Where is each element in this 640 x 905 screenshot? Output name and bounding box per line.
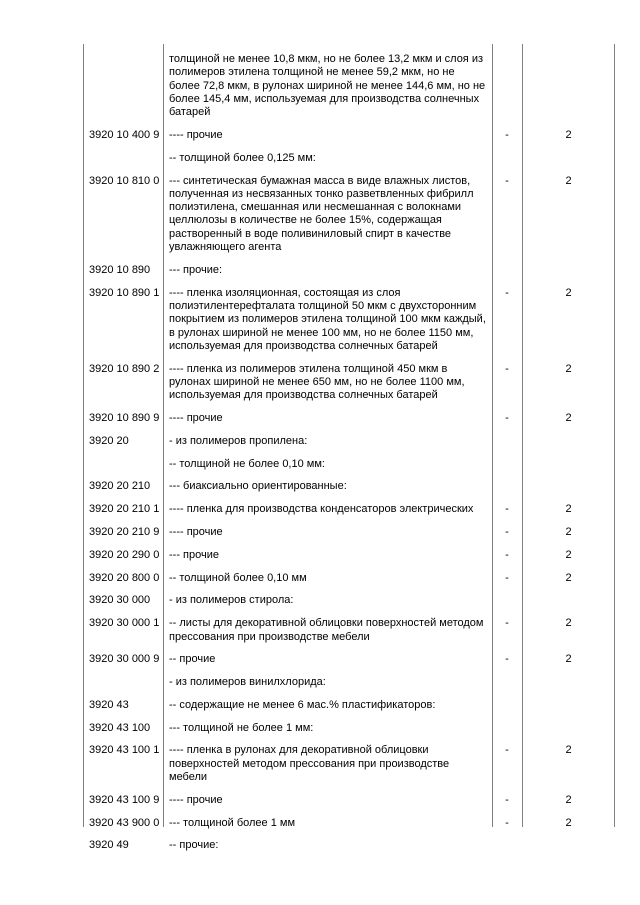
duty-rate-1-cell: - — [505, 362, 509, 375]
description-cell: --- прочие — [169, 548, 219, 561]
tariff-table — [83, 44, 615, 852]
code-cell: 3920 20 210 — [89, 480, 151, 493]
description-cell: толщиной не менее 10,8 мкм, но не более 13,2 мкм и слоя из полимеров этилена толщиной не менее 59,2 мкм, но не более 72,8 мкм, в рулонах шириной не менее 144,6 мм, но не более 145,4 мм, используемая для производства солнечных батарей — [169, 53, 486, 119]
duty-rate-1-cell: - — [505, 128, 509, 141]
duty-rate-1-cell: - — [505, 503, 509, 516]
description-cell: ---- прочие — [169, 412, 223, 425]
duty-rate-1-cell: - — [505, 617, 509, 630]
table-border-right — [614, 44, 615, 827]
duty-rate-2-cell: 2 — [565, 548, 572, 561]
description-cell: --- толщиной не более 1 мм: — [169, 721, 314, 734]
description-cell: ---- прочие — [169, 128, 223, 141]
duty-rate-1-cell: - — [505, 816, 509, 829]
description-cell: -- толщиной более 0,10 мм — [169, 571, 307, 584]
description-cell: ---- прочие — [169, 526, 223, 539]
duty-rate-2-cell: 2 — [565, 362, 572, 375]
duty-rate-2-cell: 2 — [565, 526, 572, 539]
description-cell: - из полимеров винилхлорида: — [169, 676, 326, 689]
description-cell: -- прочие: — [169, 839, 219, 852]
duty-rate-1-cell: - — [505, 793, 509, 806]
duty-rate-2-cell: 2 — [565, 793, 572, 806]
description-cell: --- синтетическая бумажная масса в виде влажных листов, полученная из несвязанных тонко разветвленных фибрилл полиэтилена, смешанная или несмешанная с волокнами целлюлозы в количестве не более 15%, содержащая растворенный в воде поливиниловый спирт в качестве увлажняющего агента — [169, 174, 474, 254]
table-row — [83, 839, 615, 852]
code-cell: 3920 20 — [89, 434, 129, 447]
code-cell: 3920 10 400 9 — [89, 128, 160, 141]
duty-rate-2-cell: 2 — [565, 174, 572, 187]
code-cell: 3920 49 — [89, 839, 129, 852]
description-cell: ---- пленка для производства конденсаторов электрических — [169, 503, 474, 516]
code-cell: 3920 10 810 0 — [89, 174, 160, 187]
duty-rate-1-cell: - — [505, 174, 509, 187]
description-cell: --- толщиной более 1 мм — [169, 816, 296, 829]
code-cell: 3920 30 000 9 — [89, 653, 160, 666]
duty-rate-1-cell: - — [505, 526, 509, 539]
duty-rate-2-cell: 2 — [565, 412, 572, 425]
code-cell: 3920 20 800 0 — [89, 571, 160, 584]
table-border-code-desc — [163, 44, 164, 827]
description-cell: -- толщиной не более 0,10 мм: — [169, 457, 325, 470]
description-cell: -- содержащие не менее 6 мас.% пластификаторов: — [169, 698, 436, 711]
duty-rate-2-cell: 2 — [565, 653, 572, 666]
code-cell: 3920 43 900 0 — [89, 816, 160, 829]
table-border-left — [83, 44, 84, 827]
table-border-duty1-duty2 — [522, 44, 523, 827]
description-cell: --- биаксиально ориентированные: — [169, 480, 347, 493]
duty-rate-1-cell: - — [505, 744, 509, 757]
code-cell: 3920 30 000 1 — [89, 617, 160, 630]
duty-rate-2-cell: 2 — [565, 286, 572, 299]
code-cell: 3920 30 000 — [89, 594, 151, 607]
duty-rate-1-cell: - — [505, 653, 509, 666]
table-border-desc-duty1 — [492, 44, 493, 827]
duty-rate-2-cell: 2 — [565, 816, 572, 829]
description-cell: --- прочие: — [169, 263, 223, 276]
code-cell: 3920 20 290 0 — [89, 548, 160, 561]
code-cell: 3920 10 890 1 — [89, 286, 160, 299]
duty-rate-2-cell: 2 — [565, 128, 572, 141]
duty-rate-2-cell: 2 — [565, 571, 572, 584]
duty-rate-1-cell: - — [505, 548, 509, 561]
code-cell: 3920 43 100 1 — [89, 744, 160, 757]
description-cell: -- прочие — [169, 653, 216, 666]
duty-rate-1-cell: - — [505, 286, 509, 299]
description-cell: ---- пленка изоляционная, состоящая из слоя полиэтилентерефталата толщиной 50 мкм с двухсторонним покрытием из полимеров этилена толщиной 100 мкм каждый, в рулонах шириной не менее 100 мм, но не более 1150 мм, используемая для производства солнечных батарей — [169, 286, 486, 352]
description-cell: - из полимеров пропилена: — [169, 434, 308, 447]
code-cell: 3920 43 — [89, 698, 129, 711]
code-cell: 3920 43 100 9 — [89, 793, 160, 806]
duty-rate-2-cell: 2 — [565, 617, 572, 630]
description-cell: ---- пленка в рулонах для декоративной облицовки поверхностей методом прессования при производстве мебели — [169, 744, 450, 784]
description-cell: -- листы для декоративной облицовки поверхностей методом прессования при производстве мебели — [169, 617, 484, 643]
description-cell: - из полимеров стирола: — [169, 594, 294, 607]
duty-rate-2-cell: 2 — [565, 744, 572, 757]
code-cell: 3920 43 100 — [89, 721, 151, 734]
description-cell: -- толщиной более 0,125 мм: — [169, 151, 316, 164]
code-cell: 3920 20 210 1 — [89, 503, 160, 516]
code-cell: 3920 10 890 2 — [89, 362, 160, 375]
duty-rate-1-cell: - — [505, 412, 509, 425]
code-cell: 3920 20 210 9 — [89, 526, 160, 539]
code-cell: 3920 10 890 9 — [89, 412, 160, 425]
duty-rate-1-cell: - — [505, 571, 509, 584]
duty-rate-2-cell: 2 — [565, 503, 572, 516]
description-cell: ---- прочие — [169, 793, 223, 806]
code-cell: 3920 10 890 — [89, 263, 151, 276]
description-cell: ---- пленка из полимеров этилена толщиной 450 мкм в рулонах шириной не менее 650 мм, но не более 1100 мм, используемая для производства солнечных батарей — [169, 362, 465, 402]
